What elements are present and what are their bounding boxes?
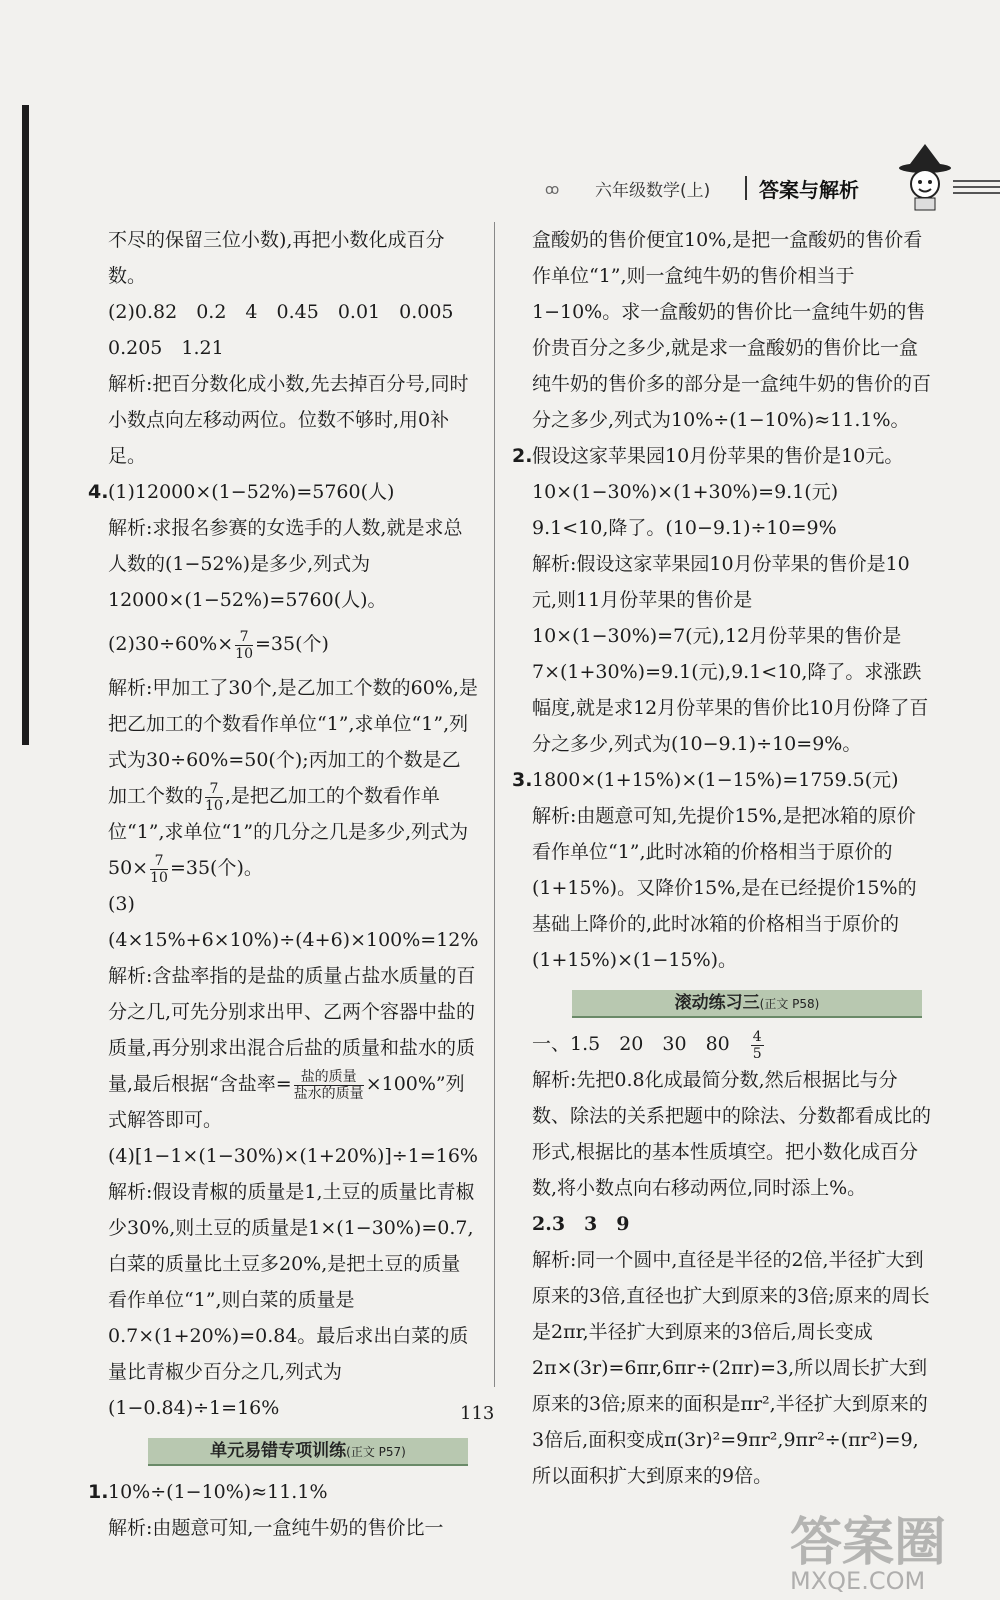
section-heading [532,986,932,1018]
header-separator [745,176,747,200]
text-line: 假设这家苹果园10月份苹果的售价是10元。 [532,445,904,467]
text-line: 不尽的保留三位小数),再把小数化成百分数。 [108,229,445,287]
text-line: 1800×(1+15%)×(1−15%)=1759.5(元) [532,769,899,791]
text-line: 10%÷(1−10%)≈11.1% [108,1481,328,1503]
text-line: =35(个) [255,633,329,655]
text-line: 解析:把百分数化成小数,先去掉百分号,同时小数点向左移动两位。位数不够时,用0补足。 [108,373,469,467]
text-line: 解析:假设青椒的质量是1,土豆的质量比青椒少30%,则土豆的质量是1×(1−30%)=0.7,白菜的质量比土豆多20%,是把土豆的质量看作单位“1”,则白菜的质量是0.7×(1+20%)=0.84。最后求出白菜的质量比青椒少百分之几,列式为(1−0.84)÷1=16% [108,1181,475,1419]
text-line: 解析:同一个圆中,直径是半径的2倍,半径扩大到原来的3倍,直径也扩大到原来的3倍;原来的周长是2πr,半径扩大到原来的3倍后,周长变成2π×(3r)=6πr,6πr÷(2πr)=3,所以周长扩大到原来的3倍;原来的面积是πr²,半径扩大到原来的3倍后,面积变成π(3r)²=9πr²,9πr²÷(πr²)=9,所以面积扩大到原来的9倍。 [532,1249,930,1487]
question-number: 3. [512,769,533,791]
watermark-url: MXQE.COM [790,1567,926,1595]
answer-4-1 [88,474,478,510]
text-line: 9.1<10,降了。(10−9.1)÷10=9% [532,517,837,539]
text-line: 解析:求报名参赛的女选手的人数,就是求总人数的(1−52%)是多少,列式为12000×(1−52%)=5760(人)。 [108,517,463,611]
answer-4-2 [108,626,478,662]
section-ref: (正文 P57) [346,1445,406,1459]
watermark-logo-text: 答案圈 [790,1513,947,1573]
right-column [512,222,932,1494]
text-line: (3)(4×15%+6×10%)÷(4+6)×100%=12% [108,893,479,951]
watermark-logo [790,1500,1000,1600]
scan-edge-bar [22,105,29,745]
text-line: =35(个)。 [169,857,263,879]
column-divider [494,222,495,1387]
section-title: 滚动练习三 [674,993,760,1013]
mascot-icon [897,142,953,212]
text-line: 解析:含盐率指的是盐的质量占盐水质量的百分之几,可先分别求出甲、乙两个容器中盐的质量,再分别求出混合后盐的质量和盐水的质量,最后根据“含盐率= [108,965,476,1095]
page-header [545,162,1000,222]
text-line: 解析:由题意可知,一盒纯牛奶的售价比一 [108,1517,444,1539]
left-column [88,222,479,1546]
answer-2 [512,438,932,474]
text-line: ,是把乙加工的个数看作单位“1”,求单位“1”的几分之几是多少,列式为50× [108,785,469,879]
explanation [108,670,478,886]
text-line: (2)0.82 0.2 4 0.45 0.01 0.005 0.205 1.21 [108,301,473,359]
fraction: $\frac{7}{10}$ [205,780,223,814]
page-number: 113 [460,1403,495,1424]
header-grade: 六年级数学(上) [595,181,711,201]
section-ref: (正文 P58) [759,997,820,1011]
text-line: 解析:甲加工了30个,是乙加工个数的60%,是把乙加工的个数看作单位“1”,求单位“1”,列式为30÷60%=50(个);丙加工的个数是乙加工个数的 [108,677,478,807]
fraction: $\frac{7}{10}$ [150,852,168,886]
section-heading [108,1434,478,1466]
text-line: 一、1.5 20 30 80 [532,1033,730,1055]
text-line: 10×(1−30%)×(1+30%)=9.1(元) [532,481,839,503]
fraction: $\frac{\text{盐的质量}}{\text{盐水的质量}}$ [293,1068,364,1102]
text-line: (1)12000×(1−52%)=5760(人) [108,481,395,503]
section-title: 单元易错专项训练 [210,1441,347,1461]
text-line: (4)[1−1×(1−30%)×(1+20%)]÷1=16% [108,1145,478,1167]
text-line: ×100%”列式解答即可。 [108,1073,465,1131]
text-line: 解析:由题意可知,先提价15%,是把冰箱的原价看作单位“1”,此时冰箱的价格相当于原价的(1+15%)。又降价15%,是在已经提价15%的基础上降价的,此时冰箱的价格相当于原价的(1+15%)×(1−15%)。 [532,805,917,971]
text-line: 解析:假设这家苹果园10月份苹果的售价是10元,则11月份苹果的售价是10×(1−30%)=7(元),12月份苹果的售价是7×(1+30%)=9.1(元),9.1<10,降了。求涨跌幅度,就是求12月份苹果的售价比10月份降了百分之多少,列式为(10−9.1)÷10=9%。 [532,553,929,755]
answer-3 [512,762,932,798]
text-line: 盒酸奶的售价便宜10%,是把一盒酸奶的售价看作单位“1”,则一盒纯牛奶的售价相当于1−10%。求一盒酸奶的售价比一盒纯牛奶的售价贵百分之多少,就是求一盒酸奶的售价比一盒纯牛奶的售价多的部分是一盒纯牛奶的售价的百分之多少,列式为10%÷(1−10%)≈11.1%。 [532,229,932,431]
answer-1 [88,1474,478,1510]
question-number: 2. [512,445,533,467]
header-decoration: ꝏ [545,182,560,198]
text-line: (2)30÷60%× [108,633,234,655]
fraction: $\frac{4}{5}$ [752,1028,762,1062]
text-line: 解析:先把0.8化成最简分数,然后根据比与分数、除法的关系把题中的除法、分数都看成比的形式,根据比的基本性质填空。把小数化成百分数,将小数点向右移动两位,同时添上%。 [532,1069,932,1199]
header-title: 答案与解析 [759,178,859,202]
question-number: 1. [88,1481,109,1503]
fraction: $\frac{7}{10}$ [235,628,253,662]
answer-1-1 [532,1026,932,1062]
answer-2-line: 2.3 3 9 [532,1213,630,1235]
question-number: 4. [88,481,109,503]
header-lines [953,180,1000,200]
explanation [108,958,478,1138]
